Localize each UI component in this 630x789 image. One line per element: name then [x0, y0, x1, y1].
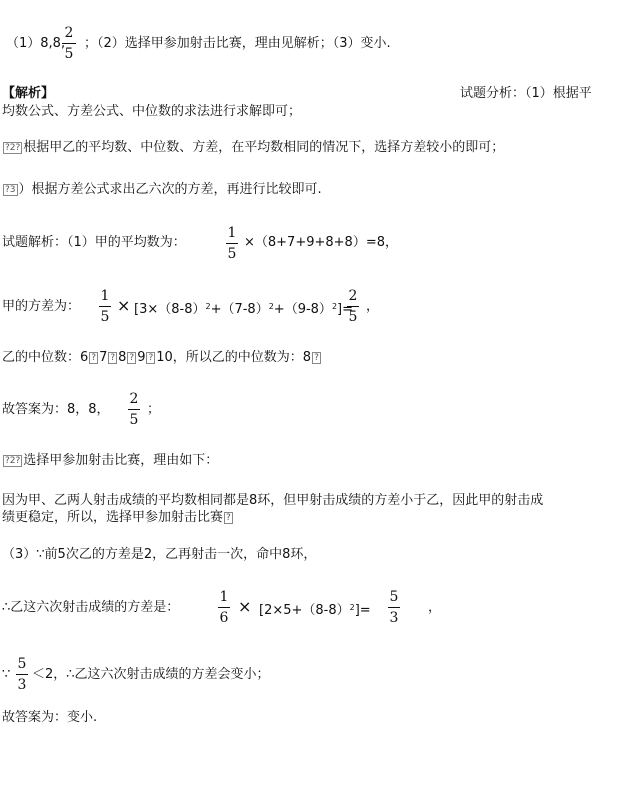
missing-glyph-icon: ?2? — [5, 456, 21, 466]
analysis-right-text: 试题分析：（1）根据平 — [460, 86, 592, 101]
fraction-numerator: 2 — [129, 391, 139, 407]
expr-part: [3×（8-8） — [134, 302, 206, 317]
fraction-denominator: 3 — [389, 610, 399, 626]
exponent: 2 — [268, 302, 274, 311]
exponent: 2 — [205, 302, 211, 311]
solution-line-3 — [2, 349, 322, 367]
expr-part: 乙的中位数：6 — [2, 350, 89, 365]
solution-line-9-fraction-2 — [388, 588, 400, 627]
solution-line-10-a: ∵ — [2, 667, 11, 682]
solution-line-9-fraction — [218, 588, 230, 627]
solution-line-4-fraction — [128, 390, 140, 429]
solution-line-8: （3）∵前5次乙的方差是2，乙再射击一次，命中8环， — [2, 547, 317, 562]
solution-line-1-fraction — [226, 224, 238, 263]
solution-line-9-a: ∴乙这六次射击成绩的方差是： — [2, 600, 180, 615]
solution-line-9-times: × — [238, 597, 252, 616]
exponent: 2 — [349, 603, 355, 612]
expr-part: +（7-8） — [210, 302, 269, 317]
fraction-numerator: 1 — [100, 288, 110, 304]
analysis-line-4 — [2, 181, 322, 199]
missing-glyph-icon: ?2? — [5, 143, 21, 153]
solution-line-6: 因为甲、乙两人射击成绩的平均数相同都是8环，但甲射击成绩的方差小于乙，因此甲的射击成 — [2, 493, 544, 508]
fraction-bar — [218, 607, 230, 608]
solution-line-2-fraction-2 — [347, 287, 359, 326]
expr-part: 10，所以乙的中位数为：8 — [156, 350, 312, 365]
solution-line-9-b — [259, 599, 371, 620]
solution-line-11: 故答案为：变小. — [2, 710, 98, 725]
missing-glyph-icon: ?3 — [5, 185, 16, 195]
missing-glyph-icon: ? — [226, 513, 231, 523]
fraction-bar — [16, 674, 28, 675]
fraction-bar — [388, 607, 400, 608]
fraction-denominator: 3 — [17, 677, 27, 693]
solution-line-10-b: ＜2，∴乙这六次射击成绩的方差会变小； — [32, 667, 270, 682]
fraction-denominator: 5 — [64, 46, 74, 62]
analysis-label: 【解析】 — [2, 86, 55, 101]
fraction-numerator: 1 — [219, 589, 229, 605]
fraction-numerator: 1 — [227, 225, 237, 241]
fraction-bar — [226, 243, 238, 244]
missing-glyph-icon: ? — [314, 353, 319, 363]
analysis-line-3-text: 根据甲乙的平均数、中位数、方差，在平均数相同的情况下，选择方差较小的即可； — [23, 140, 505, 155]
expr-part: ]= — [337, 302, 353, 317]
analysis-line-3 — [2, 139, 504, 157]
solution-line-2-times: × — [117, 296, 131, 315]
fraction-numerator: 5 — [17, 656, 27, 672]
analysis-line-2: 均数公式、方差公式、中位数的求法进行求解即可； — [2, 104, 302, 119]
expr-part: +（9-8） — [273, 302, 332, 317]
expr-part: ]= — [354, 603, 371, 618]
expr-part: 9 — [137, 350, 146, 365]
solution-line-2-a: 甲的方差为： — [2, 299, 81, 314]
fraction-numerator: 5 — [389, 589, 399, 605]
fraction-denominator: 5 — [100, 309, 110, 325]
fraction-numerator: 2 — [64, 25, 74, 41]
solution-line-2-c: ， — [366, 299, 380, 314]
expr-part: [2×5+（8-8） — [259, 603, 350, 618]
solution-line-9-d: ， — [428, 600, 442, 615]
fraction-bar — [62, 43, 76, 44]
solution-line-2-fraction — [99, 287, 111, 326]
analysis-line-4-text: ）根据方差公式求出乙六次的方差，再进行比较即可. — [18, 182, 322, 197]
missing-glyph-icon: ? — [91, 353, 97, 363]
solution-line-1-b: ×（8+7+9+8+8）=8， — [244, 235, 398, 250]
fraction-denominator: 5 — [227, 246, 237, 262]
fraction-denominator: 5 — [348, 309, 358, 325]
missing-glyph-icon: ? — [129, 353, 135, 363]
missing-glyph-icon: ? — [110, 353, 116, 363]
solution-line-1-a: 试题解析：（1）甲的平均数为： — [2, 235, 186, 250]
fraction-numerator: 2 — [348, 288, 358, 304]
expr-part: 7 — [99, 350, 108, 365]
fraction-bar — [347, 306, 359, 307]
answer-fraction — [62, 24, 76, 63]
exponent: 2 — [331, 302, 338, 311]
fraction-denominator: 5 — [129, 412, 139, 428]
solution-line-5 — [2, 452, 218, 470]
fraction-denominator: 6 — [219, 610, 229, 626]
solution-line-7-text: 绩更稳定，所以，选择甲参加射击比赛 — [2, 510, 224, 525]
solution-line-4-b: ； — [147, 402, 161, 417]
fraction-bar — [99, 306, 111, 307]
solution-line-5-text: 选择甲参加射击比赛，理由如下： — [23, 453, 219, 468]
missing-glyph-icon: ? — [148, 353, 154, 363]
solution-line-4-a: 故答案为：8，8， — [2, 402, 110, 417]
answer-prefix: （1）8,8, — [6, 36, 66, 51]
solution-line-2-b — [134, 298, 353, 319]
expr-part: 8 — [118, 350, 127, 365]
answer-suffix: ；（2）选择甲参加射击比赛，理由见解析；（3）变小. — [84, 36, 391, 51]
solution-line-7 — [2, 509, 234, 527]
fraction-bar — [128, 409, 140, 410]
solution-line-10-fraction — [16, 655, 28, 694]
